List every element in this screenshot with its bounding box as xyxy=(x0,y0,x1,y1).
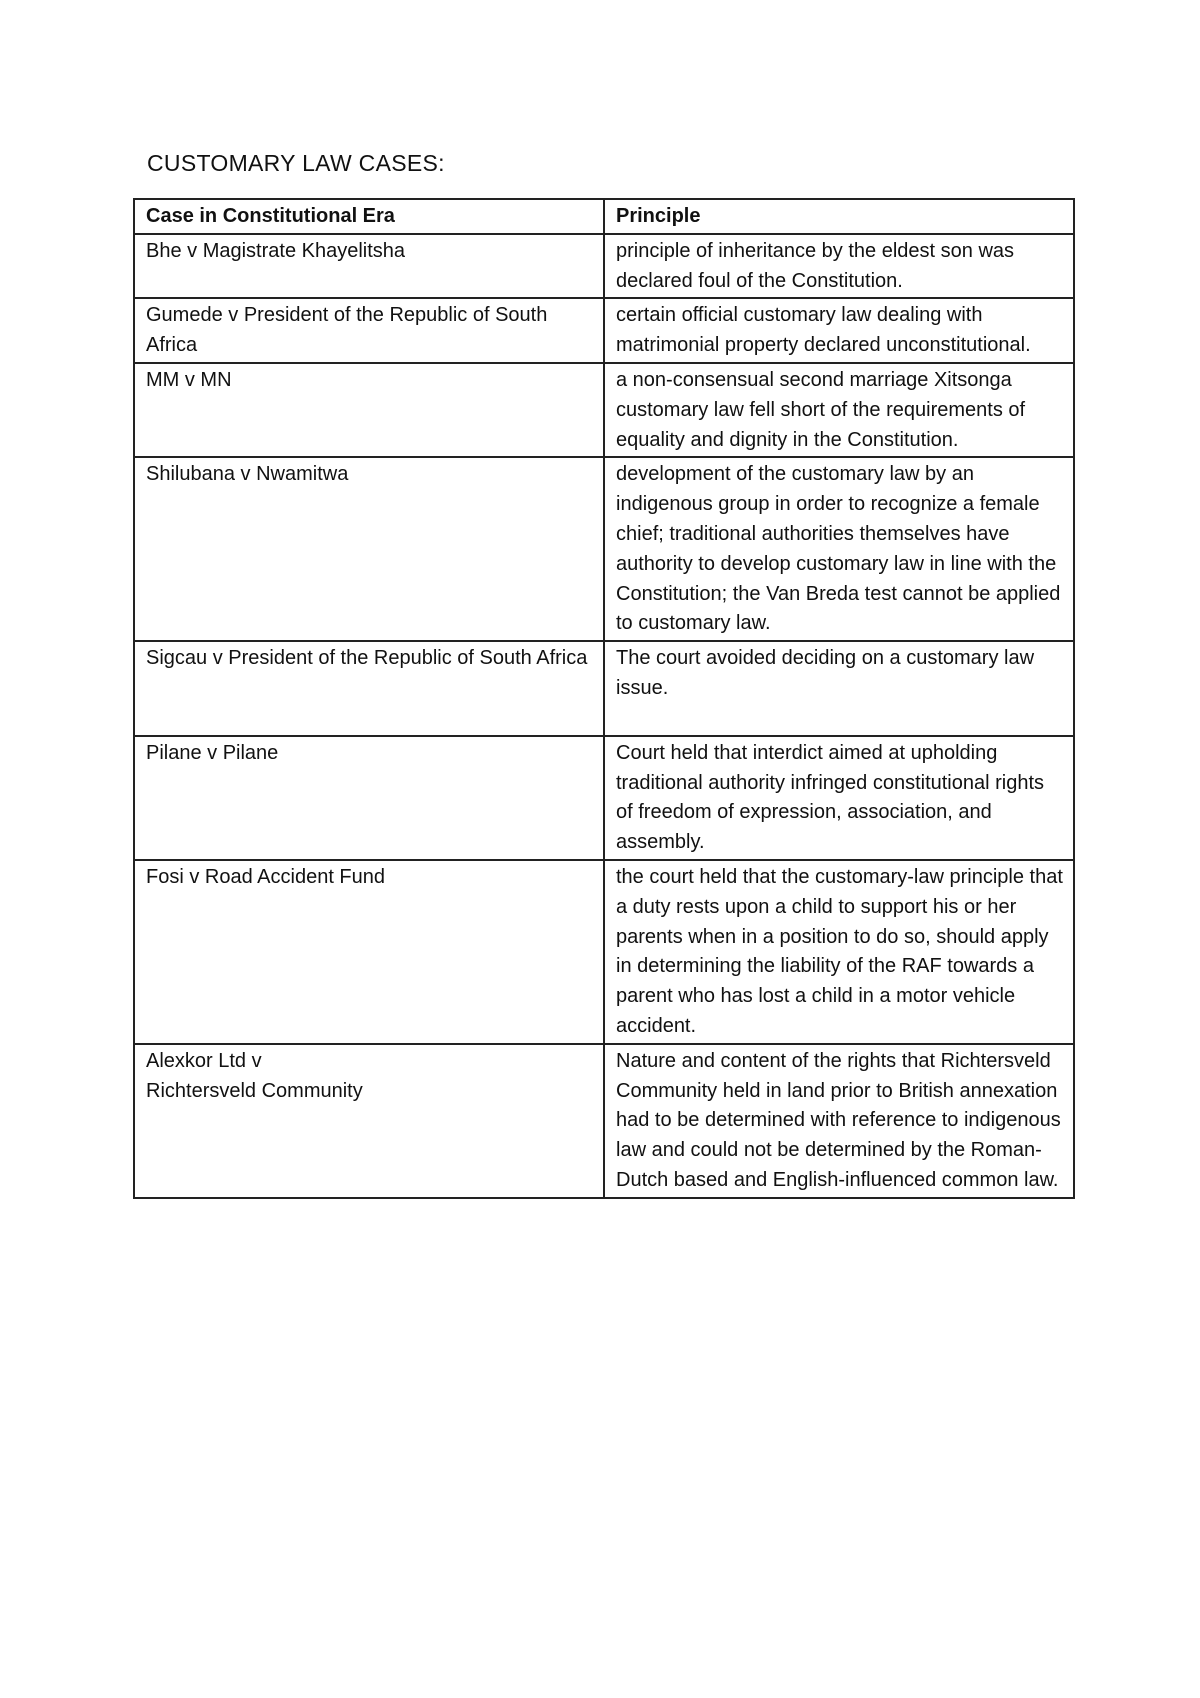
case-cell: Fosi v Road Accident Fund xyxy=(134,860,604,1044)
case-cell: Gumede v President of the Republic of South Africa xyxy=(134,298,604,363)
principle-cell: Court held that interdict aimed at upholding traditional authority infringed constitutional rights of freedom of expression, association, and assembly. xyxy=(604,736,1074,860)
table-row xyxy=(134,736,1074,860)
table-row xyxy=(134,1044,1074,1198)
header-principle: Principle xyxy=(604,199,1074,234)
principle-cell: principle of inheritance by the eldest son was declared foul of the Constitution. xyxy=(604,234,1074,299)
principle-cell: The court avoided deciding on a customary law issue. xyxy=(604,641,1074,736)
case-cell: Bhe v Magistrate Khayelitsha xyxy=(134,234,604,299)
header-case: Case in Constitutional Era xyxy=(134,199,604,234)
page-title: CUSTOMARY LAW CASES: xyxy=(147,150,445,176)
case-cell: Alexkor Ltd v Richtersveld Community xyxy=(134,1044,604,1198)
case-cell: Shilubana v Nwamitwa xyxy=(134,457,604,641)
table-row xyxy=(134,298,1074,363)
cases-table xyxy=(133,198,1075,1199)
case-cell: Sigcau v President of the Republic of South Africa xyxy=(134,641,604,736)
principle-cell: a non-consensual second marriage Xitsonga customary law fell short of the requirements of equality and dignity in the Constitution. xyxy=(604,363,1074,457)
principle-cell: development of the customary law by an indigenous group in order to recognize a female chief; traditional authorities themselves have authority to develop customary law in line with the Constitution; the Van Breda test cannot be applied to customary law. xyxy=(604,457,1074,641)
principle-cell: certain official customary law dealing with matrimonial property declared unconstitutional. xyxy=(604,298,1074,363)
table-header-row xyxy=(134,199,1074,234)
table-row xyxy=(134,457,1074,641)
table-row xyxy=(134,860,1074,1044)
principle-cell: Nature and content of the rights that Richtersveld Community held in land prior to British annexation had to be determined with reference to indigenous law and could not be determined by the Roman-Dutch based and English-influenced common law. xyxy=(604,1044,1074,1198)
principle-cell: the court held that the customary-law principle that a duty rests upon a child to support his or her parents when in a position to do so, should apply in determining the liability of the RAF towards a parent who has lost a child in a motor vehicle accident. xyxy=(604,860,1074,1044)
table-row xyxy=(134,641,1074,736)
table-row xyxy=(134,234,1074,299)
case-cell: MM v MN xyxy=(134,363,604,457)
case-cell: Pilane v Pilane xyxy=(134,736,604,860)
table-row xyxy=(134,363,1074,457)
